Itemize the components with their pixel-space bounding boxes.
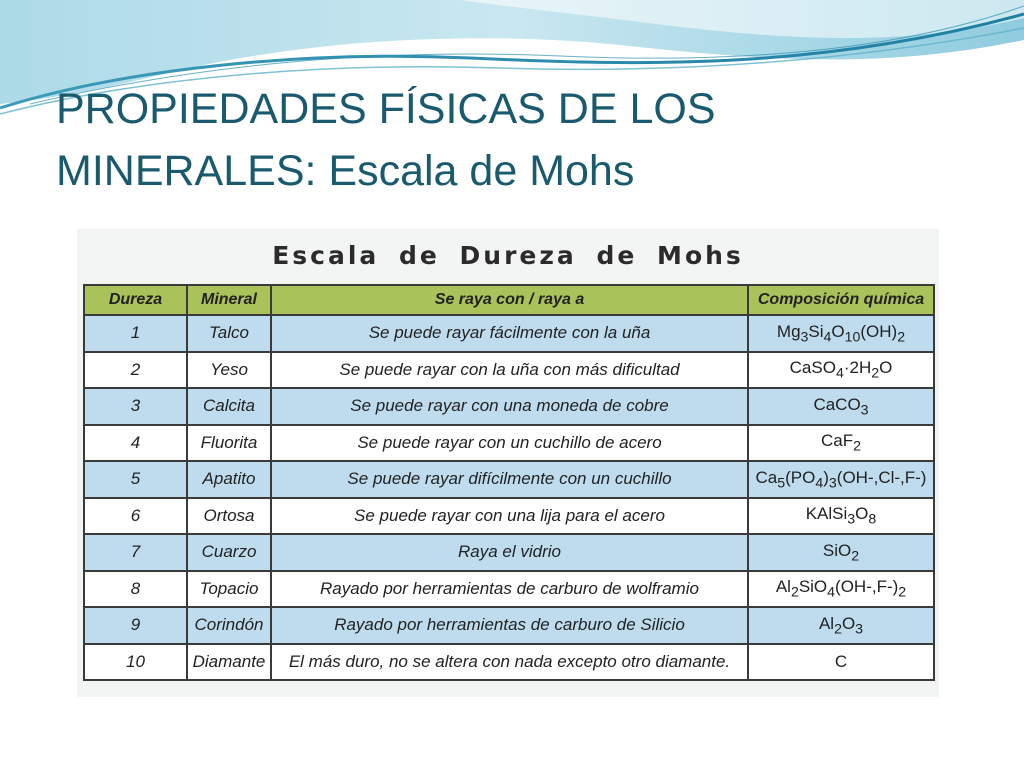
cell-dureza: 5	[84, 461, 187, 498]
cell-raya: Se puede rayar con una moneda de cobre	[271, 388, 748, 425]
cell-raya: Rayado por herramientas de carburo de wolframio	[271, 571, 748, 608]
table-body	[84, 315, 934, 680]
cell-dureza: 8	[84, 571, 187, 608]
cell-dureza: 9	[84, 607, 187, 644]
cell-mineral: Fluorita	[187, 425, 271, 462]
cell-dureza: 4	[84, 425, 187, 462]
cell-composicion: $Mg_3Si_4O_{10}(OH)_2$	[748, 315, 934, 352]
cell-dureza: 2	[84, 352, 187, 389]
cell-dureza: 3	[84, 388, 187, 425]
cell-dureza: 7	[84, 534, 187, 571]
cell-dureza: 6	[84, 498, 187, 535]
cell-composicion: CaCO$_3$	[748, 388, 934, 425]
table-row	[84, 644, 934, 681]
cell-composicion: SiO$_2$	[748, 534, 934, 571]
table-row	[84, 534, 934, 571]
table-row	[84, 607, 934, 644]
table-row	[84, 352, 934, 389]
header-raya: Se raya con / raya a	[271, 285, 748, 315]
cell-dureza: 1	[84, 315, 187, 352]
cell-composicion: $Ca_5(PO_4)_3(OH-,Cl-,F-)$	[748, 461, 934, 498]
cell-mineral: Corindón	[187, 607, 271, 644]
table-heading: Escala de Dureza de Mohs	[272, 241, 744, 270]
cell-raya: El más duro, no se altera con nada excepto otro diamante.	[271, 644, 748, 681]
cell-raya: Rayado por herramientas de carburo de Silicio	[271, 607, 748, 644]
cell-mineral: Apatito	[187, 461, 271, 498]
header-dureza: Dureza	[84, 285, 187, 315]
cell-mineral: Talco	[187, 315, 271, 352]
header-composicion: Composición química	[748, 285, 934, 315]
cell-mineral: Topacio	[187, 571, 271, 608]
cell-raya: Se puede rayar fácilmente con la uña	[271, 315, 748, 352]
slide-title-line-2: MINERALES: Escala de Mohs	[56, 147, 635, 195]
mohs-table	[83, 284, 935, 681]
mohs-scale-table-figure	[77, 229, 939, 697]
table-row	[84, 315, 934, 352]
cell-dureza: 10	[84, 644, 187, 681]
cell-raya: Se puede rayar con una lija para el acero	[271, 498, 748, 535]
cell-mineral: Ortosa	[187, 498, 271, 535]
cell-composicion: C	[748, 644, 934, 681]
slide-title-line-1: PROPIEDADES FÍSICAS DE LOS	[56, 85, 716, 133]
table-row	[84, 425, 934, 462]
cell-mineral: Yeso	[187, 352, 271, 389]
cell-composicion: $CaSO_4\cdot 2H_2O$	[748, 352, 934, 389]
table-header-row	[84, 285, 934, 315]
table-row	[84, 461, 934, 498]
cell-mineral: Diamante	[187, 644, 271, 681]
cell-mineral: Calcita	[187, 388, 271, 425]
cell-composicion: $Al_2SiO_4(OH-,F-)_2$	[748, 571, 934, 608]
cell-raya: Raya el vidrio	[271, 534, 748, 571]
cell-mineral: Cuarzo	[187, 534, 271, 571]
cell-raya: Se puede rayar con un cuchillo de acero	[271, 425, 748, 462]
table-row	[84, 571, 934, 608]
cell-raya: Se puede rayar con la uña con más dificultad	[271, 352, 748, 389]
header-mineral: Mineral	[187, 285, 271, 315]
cell-composicion: $Al_2O_3$	[748, 607, 934, 644]
table-row	[84, 498, 934, 535]
slide-title	[56, 78, 956, 202]
cell-composicion: CaF$_2$	[748, 425, 934, 462]
table-row	[84, 388, 934, 425]
cell-raya: Se puede rayar difícilmente con un cuchillo	[271, 461, 748, 498]
cell-composicion: $KAlSi_3O_8$	[748, 498, 934, 535]
